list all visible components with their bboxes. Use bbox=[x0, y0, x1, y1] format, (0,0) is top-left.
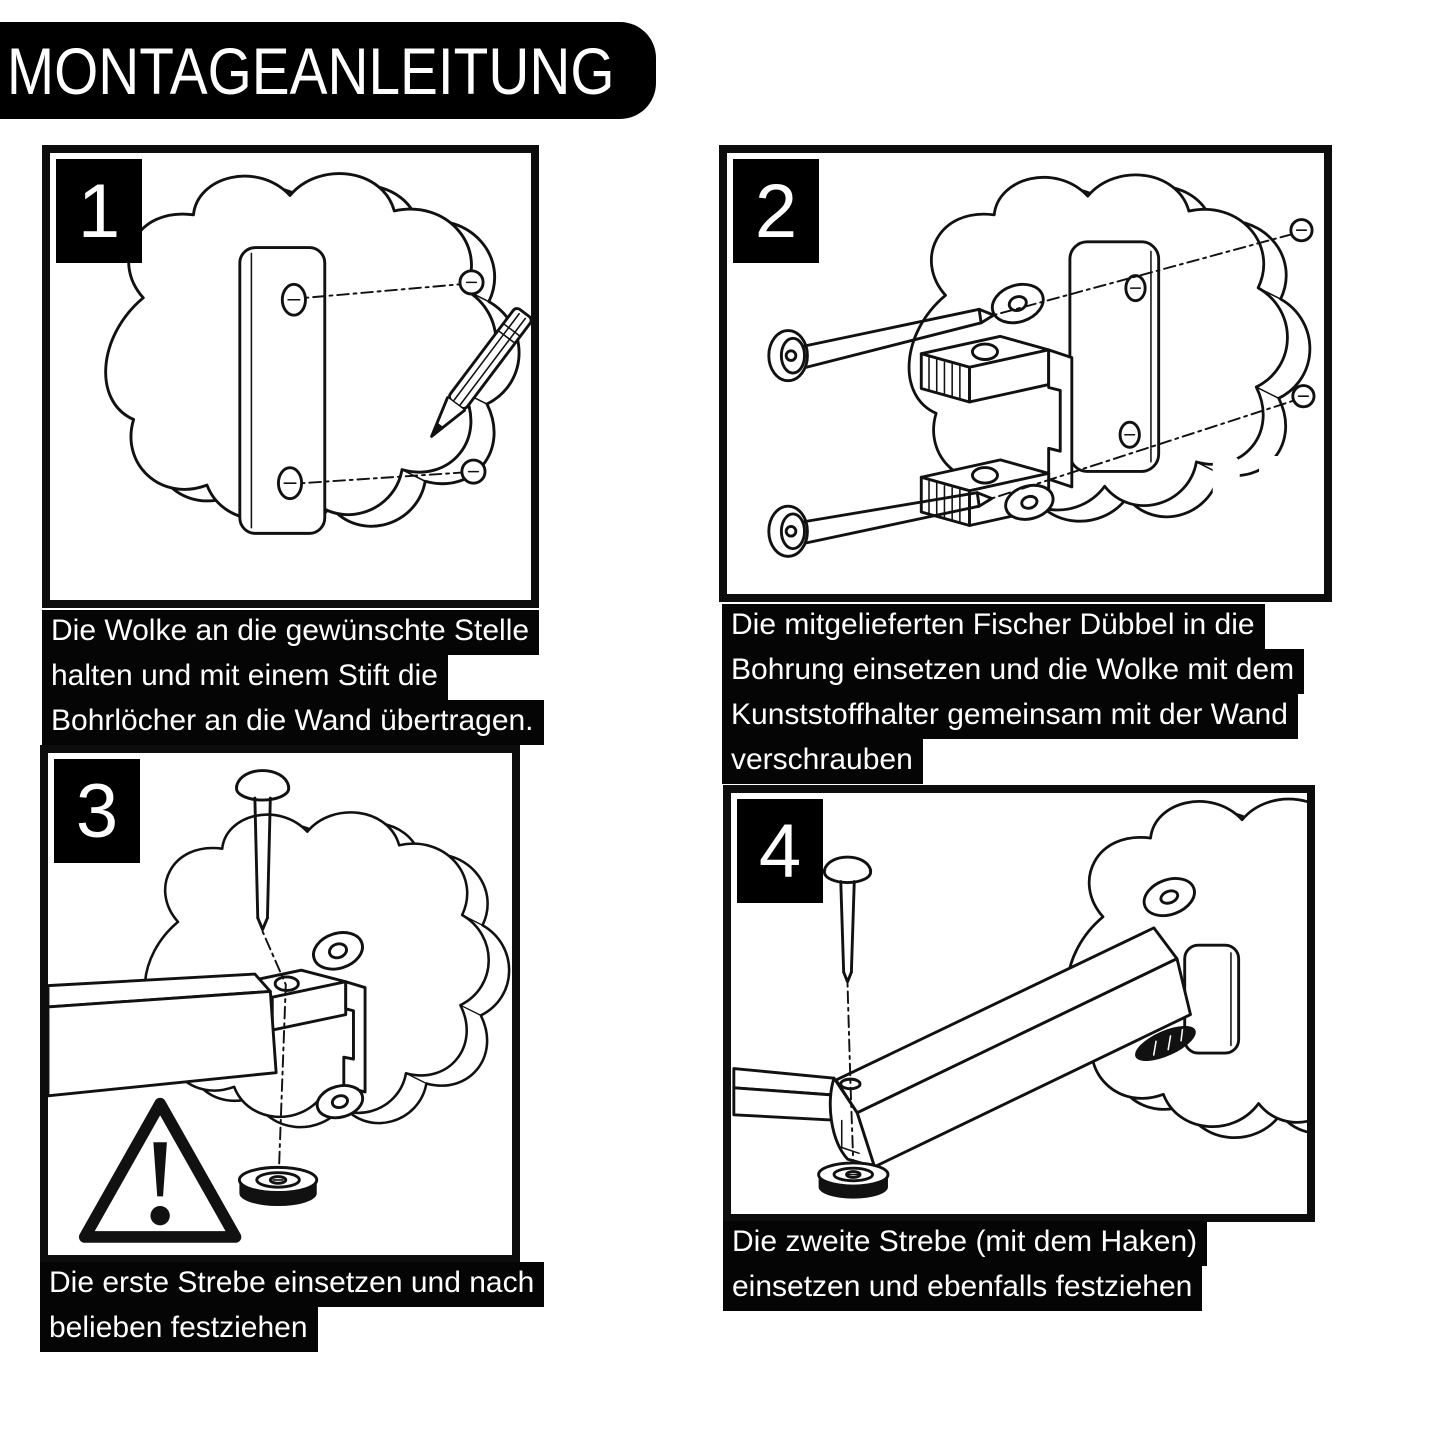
mounting-plate bbox=[240, 248, 325, 534]
step-number-badge bbox=[737, 799, 823, 903]
caption-line: verschrauben bbox=[722, 739, 923, 784]
knurled-nut bbox=[819, 1163, 888, 1199]
caption-line: Bohrung einsetzen und die Wolke mit dem bbox=[722, 649, 1304, 694]
caption-line: Die erste Strebe einsetzen und nach bbox=[40, 1262, 544, 1307]
caption-line: halten und mit einem Stift die bbox=[42, 655, 448, 700]
warning-icon bbox=[85, 1104, 236, 1237]
caption-line: belieben festziehen bbox=[40, 1307, 318, 1352]
step-number-badge bbox=[733, 159, 819, 263]
step-2-caption bbox=[722, 604, 1304, 784]
step-number: 2 bbox=[754, 168, 798, 254]
caption-line: Die zweite Strebe (mit dem Haken) bbox=[723, 1221, 1207, 1266]
step-2-panel bbox=[719, 145, 1332, 602]
step-4-panel bbox=[723, 785, 1315, 1222]
step-3-panel bbox=[40, 745, 520, 1263]
step-1-panel bbox=[42, 145, 539, 608]
step-1-caption bbox=[42, 610, 544, 745]
screw-slot bbox=[1070, 242, 1159, 472]
step-number: 3 bbox=[75, 768, 119, 854]
step-number: 1 bbox=[77, 168, 121, 254]
caption-line: Die Wolke an die gewünschte Stelle bbox=[42, 610, 539, 655]
step-number-badge bbox=[56, 159, 142, 263]
page-title bbox=[0, 22, 656, 119]
page-title-text: MONTAGEANLEITUNG bbox=[6, 33, 615, 108]
caption-line: Kunststoffhalter gemeinsam mit der Wand bbox=[722, 694, 1298, 739]
caption-line: einsetzen und ebenfalls festziehen bbox=[723, 1266, 1202, 1311]
step-3-caption bbox=[40, 1262, 544, 1352]
screw-icon bbox=[824, 857, 870, 982]
knurled-nut bbox=[239, 1167, 316, 1206]
step-4-caption bbox=[723, 1221, 1207, 1311]
strut bbox=[48, 974, 276, 1096]
step-number: 4 bbox=[758, 808, 802, 894]
wall-anchor-icon bbox=[1211, 456, 1242, 563]
step-number-badge bbox=[54, 759, 140, 863]
wall-anchor-icon bbox=[1257, 456, 1288, 563]
caption-line: Die mitgelieferten Fischer Dübbel in die bbox=[722, 604, 1265, 649]
caption-line: Bohrlöcher an die Wand übertragen. bbox=[42, 700, 544, 745]
